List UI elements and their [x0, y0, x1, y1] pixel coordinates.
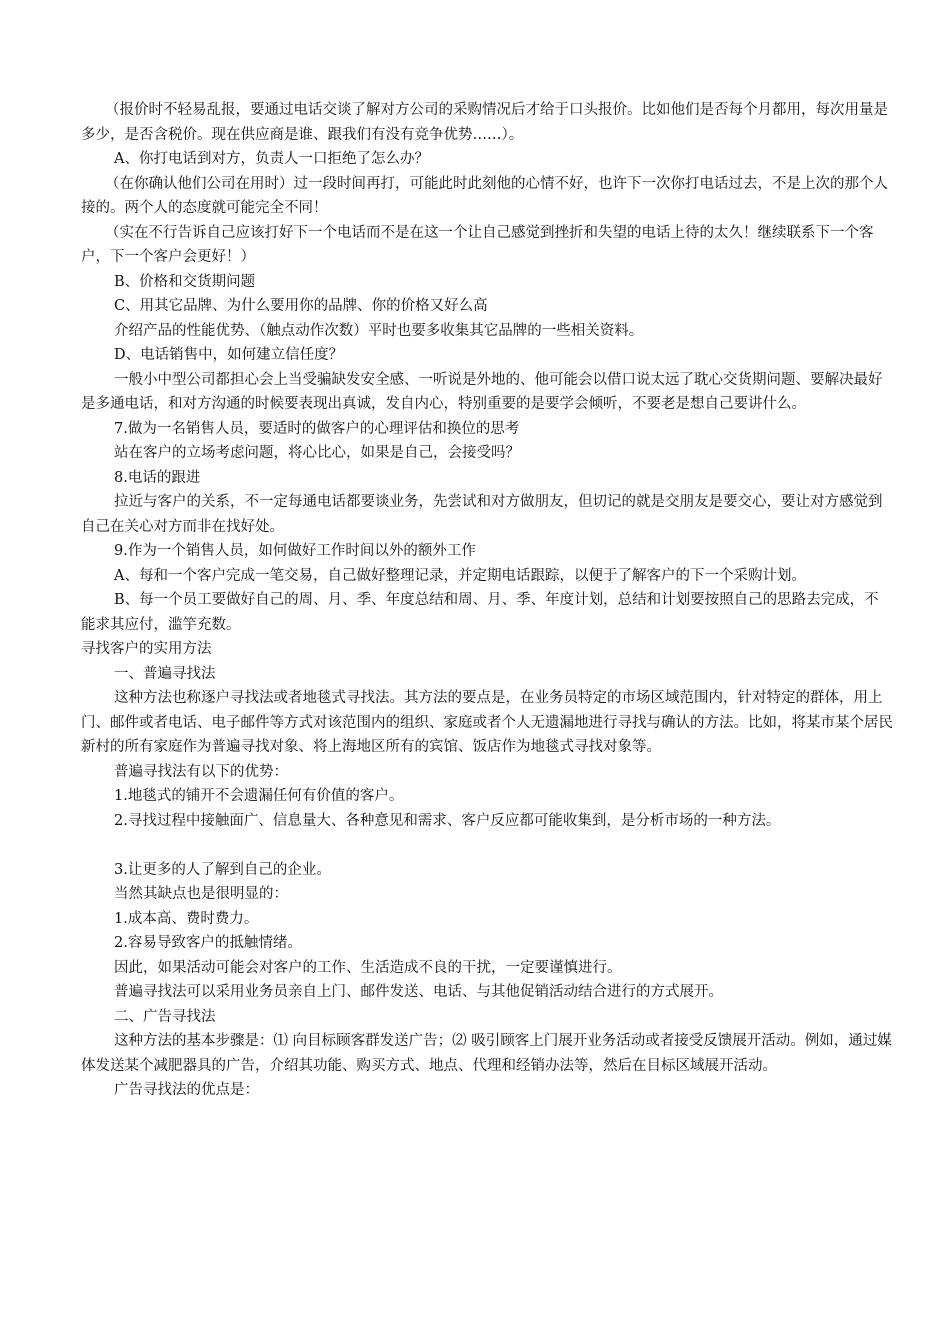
paragraph: 介绍产品的性能优势、（触点动作次数）平时也要多收集其它品牌的一些相关资料。: [114, 322, 644, 339]
list-item: 2.寻找过程中接触面广、信息量大、各种意见和需求、客户反应都可能收集到，是分析市场的一种方法。: [114, 812, 781, 829]
list-item: 1.成本高、费时费力。: [114, 910, 259, 927]
paragraph: 这种方法的基本步骤是：⑴ 向目标顾客群发送广告；⑵ 吸引顾客上门展开业务活动或者接受反馈展开活动。例如，通过媒体发送某个减肥器具的广告，介绍其功能、购买方式、地点、代理和经销办法等，然后在目标区域展开活动。: [81, 1033, 892, 1074]
paragraph: 这种方法也称逐户寻找法或者地毯式寻找法。其方法的要点是，在业务员特定的市场区域范围内，针对特定的群体，用上门、邮件或者电话、电子邮件等方式对该范围内的组织、家庭或者个人无遗漏地进行寻找与确认的方法。比如，将某市某个居民新村的所有家庭作为普遍寻找对象、将上海地区所有的宾馆、饭店作为地毯式寻找对象等。: [81, 690, 893, 755]
paragraph: （在你确认他们公司在用时）过一段时间再打，可能此时此刻他的心情不好，也许下一次你打电话过去，不是上次的那个人接的。两个人的态度就可能完全不同！: [81, 175, 888, 216]
paragraph: 普遍寻找法有以下的优势：: [114, 763, 288, 780]
paragraph: D、电话销售中，如何建立信任度？: [114, 347, 344, 363]
document-heading: 寻找客户的实用方法: [81, 641, 212, 657]
paragraph: 当然其缺点也是很明显的：: [114, 886, 288, 902]
list-item: 1.地毯式的铺开不会遗漏任何有价值的客户。: [114, 788, 404, 804]
section-heading: 8.电话的跟进: [114, 469, 201, 486]
paragraph: 普遍寻找法可以采用业务员亲自上门、邮件发送、电话、与其他促销活动结合进行的方式展开。: [114, 984, 723, 1000]
paragraph: 一般小中型公司都担心会上当受骗缺发安全感、一听说是外地的、他可能会以借口说太远了耽心交货期问题、要解决最好是多通电话，和对方沟通的时候要表现出真诚，发自内心，特别重要的是要学会倾听，不要老是想自己要讲什么。: [81, 371, 883, 412]
section-heading: 二、广告寻找法: [114, 1008, 216, 1025]
paragraph: B、价格和交货期问题: [114, 273, 256, 290]
paragraph: （报价时不轻易乱报，要通过电话交谈了解对方公司的采购情况后才给于口头报价。比如他们是否每个月都用，每次用量是多少，是否含税价。现在供应商是谁、跟我们有没有竞争优势……）。: [81, 102, 888, 143]
section-heading: 7.做为一名销售人员，要适时的做客户的心理评估和换位的思考: [114, 420, 520, 437]
paragraph: （实在不行告诉自己应该打好下一个电话而不是在这一个让自己感觉到挫折和失望的电话上待的太久！继续联系下一个客户，下一个客户会更好！）: [81, 224, 874, 265]
document-body: [81, 98, 893, 1103]
paragraph: C、用其它品牌、为什么要用你的品牌、你的价格又好么高: [114, 298, 488, 314]
section-heading: 9.作为一个销售人员，如何做好工作时间以外的额外工作: [114, 543, 476, 559]
paragraph: B、每一个员工要做好自己的周、月、季、年度总结和周、月、季、年度计划，总结和计划要按照自己的思路去完成，不能求其应付，滥竽充数。: [81, 592, 879, 633]
paragraph: 因此，如果活动可能会对客户的工作、生活造成不良的干扰，一定要谨慎进行。: [114, 959, 622, 976]
paragraph: A、每和一个客户完成一笔交易，自己做好整理记录，并定期电话跟踪，以便于了解客户的下一个采购计划。: [114, 567, 806, 584]
paragraph: 广告寻找法的优点是：: [114, 1082, 259, 1098]
list-item: 2.容易导致客户的抵触情绪。: [114, 935, 302, 951]
paragraph: 拉近与客户的关系，不一定每通电话都要谈业务，先尝试和对方做朋友，但切记的就是交朋友是要交心，要让对方感觉到自己在关心对方而非在找好处。: [81, 494, 883, 535]
blank-line: [81, 833, 893, 858]
paragraph: 站在客户的立场考虑问题，将心比心，如果是自己，会接受吗？: [114, 445, 520, 461]
list-item: 3.让更多的人了解到自己的企业。: [114, 861, 331, 878]
paragraph: A、你打电话到对方，负责人一口拒绝了怎么办？: [114, 151, 429, 167]
section-heading: 一、普遍寻找法: [114, 665, 216, 682]
